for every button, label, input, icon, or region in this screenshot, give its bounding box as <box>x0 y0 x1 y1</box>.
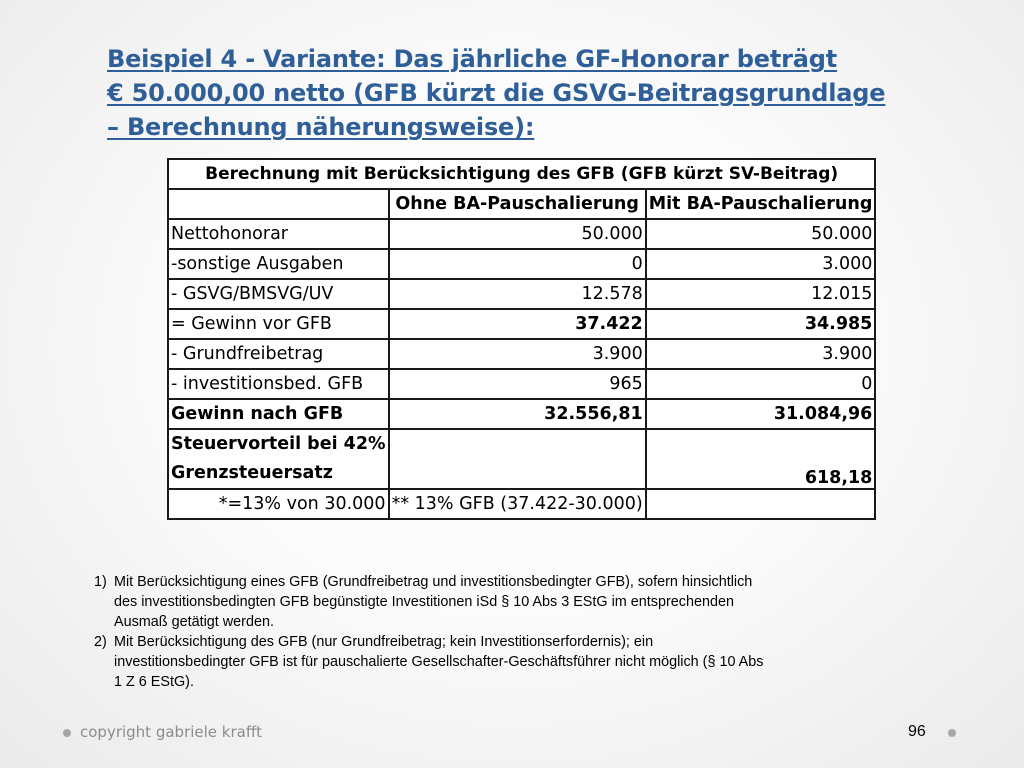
row-label: - investitionsbed. GFB <box>168 369 389 399</box>
value-mit: 34.985 <box>646 309 876 339</box>
row-label: Gewinn nach GFB <box>168 399 389 429</box>
column-header-empty <box>168 189 389 219</box>
table-row <box>168 249 875 279</box>
row-label: -sonstige Ausgaben <box>168 249 389 279</box>
footnote-line: Ausmaß getätigt werden. <box>114 614 274 630</box>
value-mit: 3.000 <box>646 249 876 279</box>
value-mit: 3.900 <box>646 339 876 369</box>
steuervorteil-label <box>168 429 389 489</box>
table-row <box>168 309 875 339</box>
table-row <box>168 279 875 309</box>
footnotes <box>94 572 894 692</box>
footnote-line: Mit Berücksichtigung eines GFB (Grundfreibetrag und investitionsbedingter GFB), sofern hinsichtlich <box>114 574 753 590</box>
copyright-text: copyright gabriele krafft <box>80 723 263 741</box>
value-ohne: 50.000 <box>389 219 646 249</box>
bullet-dot-icon <box>63 729 71 737</box>
footnote-1 <box>94 572 894 632</box>
table-row <box>168 219 875 249</box>
table-row <box>168 399 875 429</box>
footnote-line: 1 Z 6 EStG). <box>114 674 194 690</box>
calculation-table <box>167 158 876 520</box>
footnote-2 <box>94 632 894 692</box>
page-number: 96 <box>908 723 926 740</box>
slide-footer <box>0 720 1024 748</box>
value-ohne: 37.422 <box>389 309 646 339</box>
value-mit: 31.084,96 <box>646 399 876 429</box>
row-label: Nettohonorar <box>168 219 389 249</box>
footnote-line: investitionsbedingter GFB ist für pauschalierte Gesellschafter-Geschäftsführer nicht möglich (§ 10 Abs <box>114 654 764 670</box>
value-mit: 50.000 <box>646 219 876 249</box>
title-line-3: – Berechnung näherungsweise): <box>107 113 535 141</box>
steuervorteil-row <box>168 429 875 489</box>
row-label: = Gewinn vor GFB <box>168 309 389 339</box>
column-header-mit: Mit BA-Pauschalierung <box>646 189 876 219</box>
value-ohne: 0 <box>389 249 646 279</box>
footer-note-2: ** 13% GFB (37.422-30.000) <box>389 489 646 519</box>
footnote-number: 1) <box>94 574 107 590</box>
value-ohne: 12.578 <box>389 279 646 309</box>
footer-empty-cell <box>646 489 876 519</box>
slide-title <box>107 42 907 144</box>
footnote-line: Mit Berücksichtigung des GFB (nur Grundfreibetrag; kein Investitionserfordernis); ein <box>114 634 654 650</box>
steuervorteil-ohne <box>389 429 646 489</box>
value-ohne: 965 <box>389 369 646 399</box>
footnote-line: des investitionsbedingten GFB begünstigte Investitionen iSd § 10 Abs 3 EStG im entsprechenden <box>114 594 734 610</box>
title-line-2: € 50.000,00 netto (GFB kürzt die GSVG-Beitragsgrundlage <box>107 79 886 107</box>
bullet-dot-icon <box>948 729 956 737</box>
column-header-ohne: Ohne BA-Pauschalierung <box>389 189 646 219</box>
row-label: - Grundfreibetrag <box>168 339 389 369</box>
footnote-number: 2) <box>94 634 107 650</box>
table-row <box>168 339 875 369</box>
footer-note-1: *=13% von 30.000 <box>168 489 389 519</box>
value-ohne: 32.556,81 <box>389 399 646 429</box>
title-line-1: Beispiel 4 - Variante: Das jährliche GF-Honorar beträgt <box>107 45 838 73</box>
value-mit: 0 <box>646 369 876 399</box>
steuervorteil-mit: 618,18 <box>646 429 876 489</box>
value-mit: 12.015 <box>646 279 876 309</box>
row-label: - GSVG/BMSVG/UV <box>168 279 389 309</box>
table-heading-row <box>168 159 875 189</box>
steuervorteil-label-line-2: Grenzsteuersatz <box>171 463 333 483</box>
steuervorteil-label-line-1: Steuervorteil bei 42% <box>171 434 386 454</box>
table-column-header-row <box>168 189 875 219</box>
table-heading: Berechnung mit Berücksichtigung des GFB (GFB kürzt SV-Beitrag) <box>168 159 875 189</box>
table-footer-row <box>168 489 875 519</box>
table-row <box>168 369 875 399</box>
value-ohne: 3.900 <box>389 339 646 369</box>
